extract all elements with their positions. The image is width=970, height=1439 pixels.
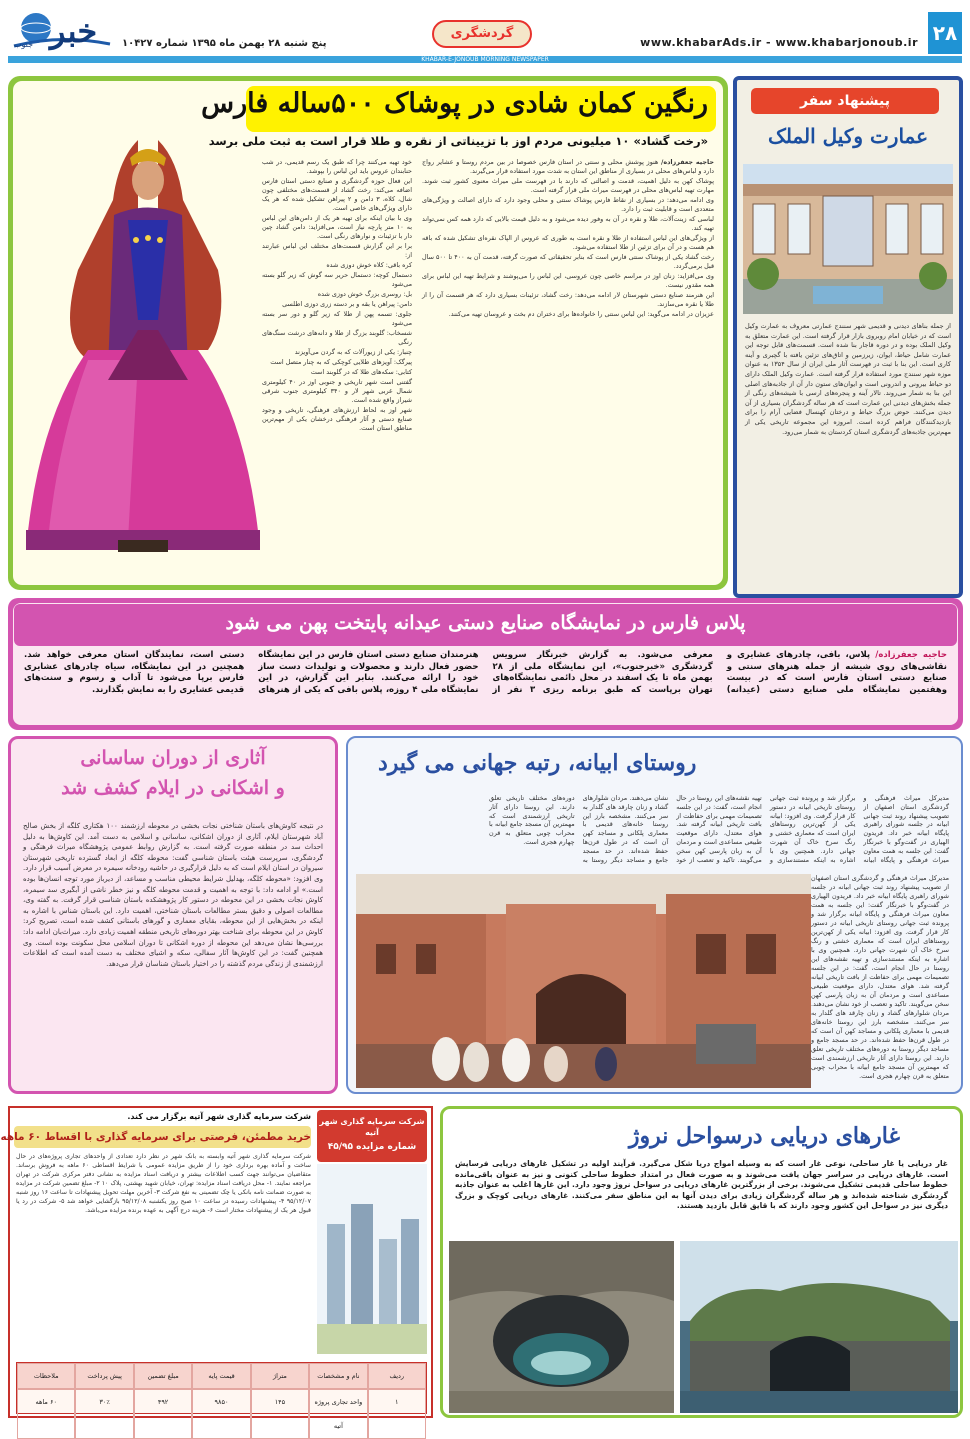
abyaneh-article	[346, 736, 963, 1094]
dress-col2-p10: شسخاب: گلوبند بزرگ از طلا و دانه‌های درشت سنگ‌های رنگی	[262, 329, 412, 346]
dress-col1-p6: رخت گشاد یکی از پوشاک سنتی فارس است که بنابر تحقیقاتی که صورت گرفته، قدمت آن به ۴۰۰ تا ۵۰۰ سال قبل برمی‌گردد.	[422, 253, 715, 270]
ad-table-head: ملاحظات	[17, 1363, 75, 1389]
ad-table-head: متراژ	[251, 1363, 309, 1389]
dress-col1-p4: لباسی که زینت‌آلات، طلا و نقره در آن به وفور دیده می‌شود و به دلیل قیمت بالایی که دارد همه کس نمی‌تواند تهیه کند.	[422, 215, 714, 232]
dress-col2-p6: دستمال کوچه: دستمال حریر سه گوش که زیر گلو بسته می‌شود	[262, 271, 412, 288]
masthead: KHABAR-E-JONOUB MORNING NEWSPAPER	[421, 56, 549, 63]
dress-subtitle: «رخت گشاد» ۱۰ میلیونی مردم اوز با تزییناتی از نقره و طلا قرار است به ثبت ملی برسد	[208, 134, 708, 148]
dress-col2-p2: این فعال حوزه گردشگری و صنایع دستی استان فارس اضافه می‌کند: رخت گشاد از قسمت‌های مختلفی چون شال، کلاه، ۳ دامن و ۲ پیراهن تشکیل شده که هر یک دارای ویژگی‌های خاصی است.	[262, 177, 412, 212]
page-number-box	[928, 12, 962, 54]
dress-article-frame	[8, 76, 728, 590]
ad-table-cell: ۹۸۵۰	[192, 1389, 250, 1439]
abyaneh-body-right	[811, 874, 949, 1088]
carpet-body-columns	[24, 650, 947, 724]
dress-col2-p11: چنبار: یکی از زیورآلات که به گردن می‌آویزند	[294, 348, 412, 356]
travel-title: عمارت وکیل الملک	[767, 124, 929, 148]
sites-line: www.khabarAds.ir - www.khabarjonoub.ir	[640, 36, 918, 49]
caves-title: غارهای دریایی درسواحل نروژ	[628, 1123, 900, 1149]
dress-col2-p5: کره باقی: کلاه خوش دوزی شده	[326, 261, 412, 269]
ad-table-cell: ۶۰ ماهه	[17, 1389, 75, 1439]
dress-col2-p3: وی با بیان اینکه برای تهیه هر یک از دامن‌های این لباس به ۱۰ متر پارچه نیاز است، می‌افزاید: دامن گشاد چین دار با تزئینات و نوارهای رنگی است.	[262, 214, 412, 240]
ad-org-title: شرکت سرمایه گذاری شهر آتیه برگزار می کند.	[127, 1112, 311, 1121]
logo-text: خبر	[50, 12, 98, 50]
ad-city-image	[317, 1164, 427, 1354]
ad-table	[16, 1362, 427, 1430]
travel-tag-label: پیشنهاد سفر	[799, 93, 891, 109]
sassanid-title-1: آثاری از دوران ساسانی	[80, 747, 266, 769]
logo	[10, 10, 115, 56]
dress-col2-p8: دامن: پیراهن یا بقه و بر دسته زری دوزی اطلسی	[282, 300, 412, 308]
ad-body: شرکت سرمایه گذاری شهر آتیه وابسته به بانک شهر در نظر دارد تعدادی از واحدهای تجاری پروژه‌های در حال ساخت و آماده بهره برداری خود را از طریق مزایده عمومی با شرایط اقساطی ۶۰ ماهه به فروش برساند. متقاضیان می‌توانند جهت کسب اطلاعات بیشتر و دریافت اسناد مزایده به نشانی دفتر مرکزی شرکت در تهران مراجعه نمایند. ۱- محل دریافت اسناد مزایده: تهران، خیابان شهید بهشتی، پلاک ۱۰ ۲- مبلغ تضمین شرکت در مزایده به صورت ضمانت نامه بانکی یا چک تضمینی به نفع شرکت ۳- آخرین مهلت تحویل پیشنهادات تا ساعت ۱۶ روز شنبه ۹۵/۱۲/۰۷ ۴- پیشنهادات رسیده در ساعت ۱۰ صبح روز یکشنبه ۹۵/۱۲/۰۸ بازگشایی خواهد شد ۵- شرکت در رد یا قبول هر یک از پیشنهادات مختار است ۶- هزینه درج آگهی به عهده برنده مزایده می‌باشد.	[16, 1153, 312, 1214]
dress-col1-p7: وی می‌افزاید: زنان اوز در مراسم خاصی چون عروسی، این لباس را می‌پوشند و شرایط تهیه این لباس برای همه مقدور نیست.	[422, 272, 714, 289]
ad-table-head: مبلغ تضمین	[134, 1363, 192, 1389]
dateline: پنج شنبه ۲۸ بهمن ماه ۱۳۹۵ شماره ۱۰۴۲۷	[122, 38, 327, 49]
cave-photo-2	[680, 1241, 958, 1413]
ad-table-cell: ۱۴۵	[251, 1389, 309, 1439]
dress-col-1	[422, 158, 714, 568]
dress-col1-p2: پوشاک کهن به دلیل اهمیت، قدمت و اصالتی که دارند با در فهرست ملی میراث معنوی کشور ثبت شوند. مهارت تهیه لباس‌های محلی در فهرست میراث ملی قرار گرفته است.	[422, 177, 714, 194]
travel-suggestion-box	[733, 76, 963, 598]
dress-byline: حاجیه جعفرزاده/	[660, 158, 714, 166]
carpet-title: پلاس فارس در نمایشگاه صنایع دستی عیدانه پایتخت پهن می شود	[225, 612, 746, 634]
logo-sub: جنوب	[14, 40, 34, 49]
dress-col2-p13: کتابی: سکه‌های طلا که در گلوبند است	[310, 368, 412, 376]
ad-table-head: نام و مشخصات	[309, 1363, 367, 1389]
ad-org: شرکت سرمایه گذاری شهر آتیه	[319, 1117, 425, 1137]
cave-photo-1	[449, 1241, 674, 1413]
abyaneh-body-cont: مدیرکل میراث فرهنگی و گردشگری استان اصفهان از تصویب پیشنهاد روند ثبت جهانی ابیانه در جلسه شورای راهبری پایگاه ابیانه خبر داد. فریدون الهیاری در گفت‌وگو با خبرنگار گفت: این جلسه به همت معاون میراث فرهنگی و پایگاه ابیانه برگزار شد و پرونده ثبت جهانی روستای تاریخی ابیانه در دستور کار قرار گرفت. وی افزود: ابیانه یکی از کهن‌ترین روستاهای ایران است که معماری خشتی و رنگ سرخ خاک آن شهرت جهانی دارد. همچنین وی با اشاره به اینکه مستندسازی و تهیه نقشه‌های این روستا در حال انجام است، گفت: در این جلسه تصمیمات مهمی برای حفاظت از بافت تاریخی ابیانه گرفته شد. هوای معتدل، دارای موقعیت طبیعی مساعدی است و مردمان آن به زبان پارسی کهن سخن می‌گویند. تاکید و تعصب از خود نشان می‌دهند. مردان شلوارهای گشاد و زنان چارقد های گلدار به سر می‌کنند. مشخصه بارز این روستا خانه‌های قدیمی با معماری پلکانی و مساجد کهن آن است که در طول قرن‌ها حفظ شده‌اند. در حد مسجد جامع و مساجد دیگر روستا به دوره‌های مختلف تاریخی تعلق دارند. این روستا دارای آثار تاریخی ارزشمندی است که مهمترین آن مسجد جامع ابیانه با محراب چوبی متعلق به قرن چهارم هجری است.	[811, 874, 949, 1080]
abyaneh-body: مدیرکل میراث فرهنگی و گردشگری استان اصفهان از تصویب پیشنهاد روند ثبت جهانی ابیانه در جلسه شورای راهبری پایگاه ابیانه خبر داد. فریدون الهیاری در گفت‌وگو با خبرنگار گفت: این جلسه به همت معاون میراث فرهنگی و پایگاه ابیانه برگزار شد و پرونده ثبت جهانی روستای تاریخی ابیانه در دستور کار قرار گرفت. وی افزود: ابیانه یکی از کهن‌ترین روستاهای ایران است که معماری خشتی و رنگ سرخ خاک آن شهرت جهانی دارد. همچنین وی با اشاره به اینکه مستندسازی و تهیه نقشه‌های این روستا در حال انجام است، گفت: در این جلسه تصمیمات مهمی برای حفاظت از بافت تاریخی ابیانه گرفته شد. هوای معتدل، دارای موقعیت طبیعی مساعدی است و مردمان آن به زبان پارسی کهن سخن می‌گویند. تاکید و تعصب از خود نشان می‌دهند. مردان شلوارهای گشاد و زنان چارقد های گلدار به سر می‌کنند. مشخصه بارز این روستا خانه‌های قدیمی با معماری پلکانی و مساجد کهن آن است که در طول قرن‌ها حفظ شده‌اند. در حد مسجد جامع و مساجد دیگر روستا به دوره‌های مختلف تاریخی تعلق دارند. این روستا دارای آثار تاریخی ارزشمندی است که مهمترین آن مسجد جامع ابیانه با محراب چوبی متعلق به قرن چهارم هجری است.	[489, 794, 949, 864]
dress-col1-p5: از ویژگی‌های این لباس استفاده از طلا و نقره است به طوری که عروس از الپاک نقره‌ای تشکیل شده که باقه هم هست و در آن برای تزئین از طلا استفاده می‌شود.	[422, 234, 714, 251]
dress-col2-p15: شهر اوز به لحاظ ارزش‌های فرهنگی، تاریخی و وجود صنایع دستی و آثار فرهنگی درخشان یکی از مهم‌ترین مناطق استان است.	[262, 406, 412, 432]
sassanid-article	[8, 736, 338, 1094]
section-badge	[432, 20, 532, 48]
dress-col2-p7: بل: روسری بزرگ خوش دوزی شده	[317, 290, 412, 298]
dress-col1-p3: وی ادامه می‌دهد: در بسیاری از نقاط فارس پوشاک سنتی و محلی وجود دارد که دارای اصالت و ویژگی‌های متعددی است و قابلیت ثبت را دارد.	[422, 196, 714, 213]
ad-table-head: قیمت پایه	[192, 1363, 250, 1389]
dress-col1-p8: این هنرمند صنایع دستی شهرستان لار ادامه می‌دهد: رخت گشاد، تزئینات بسیاری دارد که هر قسمت آن را از طلا یا نقره می‌سازند.	[422, 291, 714, 308]
travel-tag	[751, 88, 939, 114]
vakil-building-photo	[743, 164, 953, 314]
travel-body: از جمله بناهای دیدنی و قدیمی شهر سنندج عمارتی معروف به عمارت وکیل است که در خیابان امام روبروی بازار قرار گرفته است. این عمارت متعلق به وکیل الملک بوده و در دوره قاجار بنا شده است. قسمت‌های قابل توجه این عمارت شامل حیاط، ایوان، زیرزمین و اتاق‌های تزئین یافته با گچبری و آینه کاری است. این بنا با ثبت در فهرست آثار ملی ایران از سال ۱۳۵۴ به عنوان موزه شهر سنندج مورد استفاده قرار گرفته است. عمارت وکیل الملک دارای دو حیاط بیرونی و اندرونی است و ایوان‌های ستون دار آن از جاذبه‌های اصلی این بنا به شمار می‌روند. تالار آینه و پنجره‌های ارسی با شیشه‌های رنگی از جمله بخش‌های دیدنی این عمارت است که هر ساله گردشگران بسیاری از آن دیدن می‌کنند. حوض بزرگ حیاط و درختان کهنسال فضایی آرام را برای بازدیدکنندگان فراهم کرده است. امروزه این مجموعه تاریخی یکی از مهم‌ترین جاذبه‌های گردشگری استان کردستان به شمار می‌رود.	[745, 322, 951, 436]
ad-table-head: ردیف	[368, 1363, 426, 1389]
ad-table-head: پیش پرداخت	[75, 1363, 133, 1389]
dress-col2-p14: گفتنی است شهر تاریخی و جنوبی اوز در ۴۰ کیلومتری شمال غربی شهر لار و ۳۴۰ کیلومتری جنوب شرقی شیراز واقع شده است.	[262, 378, 412, 404]
ad-logo-box	[317, 1110, 427, 1162]
sassanid-title-2: و اشکانی در ایلام کشف شد	[61, 777, 285, 799]
page-number: ۲۸	[932, 21, 958, 45]
ad-table-cell: ۴۹۲	[134, 1389, 192, 1439]
sea-caves-article	[440, 1106, 963, 1418]
ad-table-cell: واحد تجاری پروژه آتیه	[309, 1389, 367, 1439]
ad-table-cell: ۳۰٪	[75, 1389, 133, 1439]
ad-headline-bar	[0, 1126, 311, 1148]
ad-number: شماره مزایده ۴۵/۹۵	[327, 1142, 417, 1152]
ad-headline: خرید مطمئن، فرصتی برای سرمایه گذاری با اقساط ۶۰ ماهه	[0, 1131, 311, 1143]
masthead-bar	[8, 56, 962, 63]
sassanid-body: در نتیجه کاوش‌های باستان شناختی نجات بخشی در محوطه ارزشمند ۱۰۰ هکتاری کلگه از بخش صالح آباد شهرستان ایلام، آثاری از دوران اشکانی، ساسانی و اسلامی به دست آمد. این کاوش‌ها به دلیل احداث سد در منطقه صورت گرفته است. به گزارش روابط عمومی پژوهشگاه میراث فرهنگی و گردشگری، سرپرست هیئت باستان شناسی گفت: محوطه کلگه از ابعاد گسترده تاریخی شهرستان سیروان در استان ایلام است که به دلیل قرارگیری در حاشیه رودخانه سیمره در معرض آسیب قرار دارد. وی افزود: «محوطه کلگه، بهدلیل شرایط محیطی مناسب و مساعد، از دیرباز مورد توجه انسان‌ها بوده است.» او ادامه داد: با توجه به اهمیت و قدمت محوطه کلگه و نیز خطر ناشی از آبگیری سد سیمره، کاوش نجات بخشی در این محوطه در دستور کار پژوهشکده باستان شناسی قرار گرفت. به گفته وی، مطالعات اصولی و دقیق بستر مطالعات باستان شناختی، اهمیت دارد. این باستان شناس با اشاره به اینکه در بخش‌هایی از این محوطه، بقایای معماری و گورهای باستانی کشف شده است، تصریح کرد: کاوش در این محوطه برای شناخت بهتر دوره‌های تاریخی منطقه اهمیت زیادی دارد. میراث‌بان ادامه داد: بررسی‌ها نشان می‌دهد این محوطه از دوره اشکانی تا دوران اسلامی محل سکونت بوده است. وی همچنین گفت: در این کاوش‌ها آثار سفالی، سکه و اشیای مختلف به دست آمده است که اطلاعات ارزشمندی از زندگی مردم گذشته را در اختیار باستان شناسان قرار می‌دهد.	[23, 822, 324, 968]
dress-title: رنگین کمان شادی در پوشاک ۵۰۰ساله فارس	[201, 88, 708, 119]
caves-body: غار دریایی یا غار ساحلی، نوعی غار است که به وسیله امواج دریا شکل می‌گیرد. فرآیند اولیه در تشکیل غارهای دریایی فرسایش است. غارهای دریایی در سراسر جهان یافت می‌شوند و به صورت فعال در امتداد خطوط ساحلی کنونی و نیز به عنوان باقی‌مانده خطوط ساحلی قدیمی تشکیل می‌شوند. برخی از بزرگترین غارهای دریایی در سواحل نروژ وجود دارد. این غارها اغلب به عنوان جاذبه گردشگری شناخته شده‌اند و هر ساله گردشگران زیادی برای دیدن آنها به این مناطق سفر می‌کنند. غارهای دریایی کوچک و بزرگ دیگری نیز در سواحل این کشور وجود دارند که با قایق قابل بازدید هستند.	[455, 1159, 948, 1210]
carpet-byline: حاجیه جعفرزاده/	[875, 650, 947, 660]
dress-col2-p4: برا بر این گزارش قسمت‌های مختلف این لباس عبارتند از:	[262, 242, 412, 259]
ad-table-cell: ۱	[368, 1389, 426, 1439]
abyaneh-title: روستای ابیانه، رتبه جهانی می گیرد	[378, 750, 697, 776]
carpet-body: پلاس، بافی، چادرهای عشایری و نقاشی‌های روی شیشه از جمله هنرهای سنتی و صنایع دستی استان فارس است که در بیست وهفتمین نمایشگاه ملی صنایع دستی (عیدانه) معرفی می‌شود. به گزارش خبرنگار سرویس گردشگری «خبرجنوب»، این نمایشگاه ملی از ۲۸ بهمن ماه تا یک اسفند در محل دائمی نمایشگاه‌های تهران برپاست که طبق برنامه ریزی ۳ نفر از هنرمندان صنایع دستی استان فارس در این نمایشگاه حضور فعال دارند و محصولات و تولیدات دست ساز خود را ارائه می‌کنند. بنابر این گزارش، در این نمایشگاه ملی ۴ روزه، پلاس بافی که یکی از هنرهای دستی است، نمایندگان استان معرفی خواهد شد. همچنین در این نمایشگاه، سیاه چادرهای عشایری فارس برپا می‌شود تا آداب و رسوم و سنت‌های قدیمی عشایری را به نمایش بگذارند.	[24, 650, 947, 695]
auction-ad	[0, 1106, 433, 1430]
dress-model-photo	[18, 120, 268, 580]
dress-col1-p1: هنوز پوشش محلی و سنتی در استان فارس خصوصا در بین مردم روستا و عشایر رواج دارد و لباس‌های محلی در بسیاری از مناطق این استان به شدت مورد استفاده قرار می‌گیرند.	[422, 158, 714, 175]
section-label: گردشگری	[450, 26, 514, 41]
dress-col-2	[262, 158, 412, 568]
dress-col2-p12: پیرگک: آویزهای طلایی کوچکی که به چنار متصل است	[270, 358, 412, 366]
dress-col2-p1: خود تهیه می‌کنند چرا که طبق یک رسم قدیمی، در شب حنابندان عروس باید این لباس را بپوشد.	[262, 158, 412, 175]
abyaneh-village-photo	[356, 874, 811, 1088]
dress-col1-p9: عزیزان در ادامه می‌گوید: این لباس سنتی را خانواده‌ها برای دختران دم بخت و عروسان تهیه می‌کنند.	[448, 310, 714, 318]
dress-col2-p9: جلوی: تسمه پهن از طلا که زیر گلو و دور سر بسته می‌شود	[262, 310, 412, 327]
ad-skyline-icon	[317, 1164, 427, 1354]
carpet-article	[8, 598, 963, 730]
